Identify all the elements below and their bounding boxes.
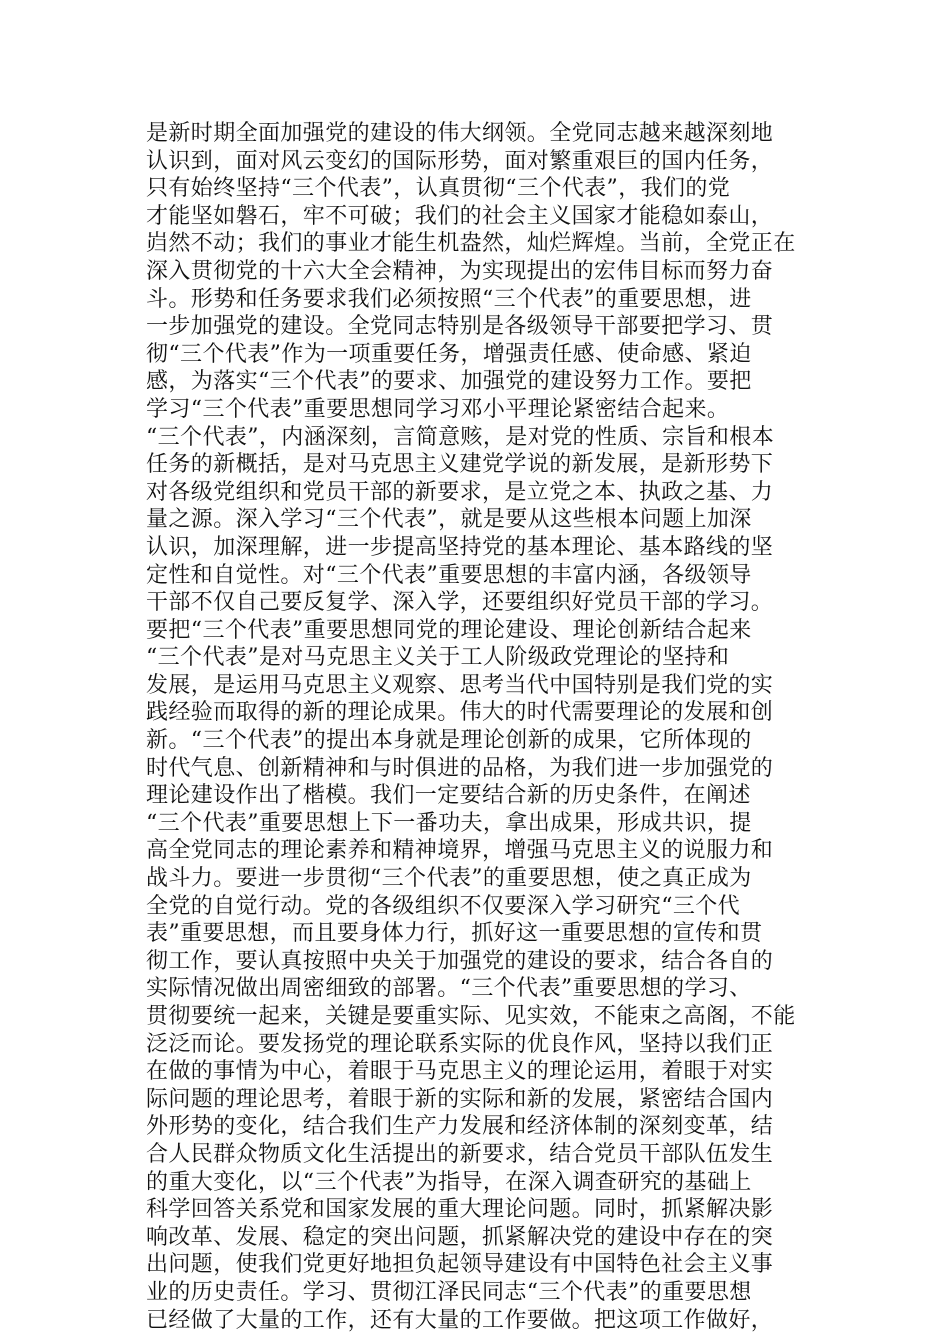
text-line: 外形势的变化，结合我们生产力发展和经济体制的深刻变革，结 — [146, 1114, 774, 1140]
text-line: 合人民群众物质文化生活提出的新要求，结合党员干部队伍发生 — [146, 1141, 774, 1167]
text-line: 认识到，面对风云变幻的国际形势，面对繁重艰巨的国内任务， — [146, 148, 774, 174]
text-line: 贯彻要统一起来，关键是要重实际、见实效，不能束之高阁，不能 — [146, 1004, 796, 1029]
text-line: “三个代表”，内涵深刻，言简意赅，是对党的性质、宗旨和根本 — [146, 424, 775, 450]
text-line: 量之源。深入学习“三个代表”，就是要从这些根本问题上加深 — [146, 507, 752, 533]
text-line: 只有始终坚持“三个代表”，认真贯彻“三个代表”，我们的党 — [146, 176, 731, 202]
text-line: 际问题的理论思考，着眼于新的实际和新的发展，紧密结合国内 — [146, 1086, 774, 1112]
text-line: 新。“三个代表”的提出本身就是理论创新的成果，它所体现的 — [146, 728, 752, 754]
text-line: 岿然不动；我们的事业才能生机盎然，灿烂辉煌。当前，全党正在 — [146, 231, 796, 257]
text-line: 业的历史责任。学习、贯彻江泽民同志“三个代表”的重要思想 — [146, 1279, 752, 1305]
text-line: 彻“三个代表”作为一项重要任务，增强责任感、使命感、紧迫 — [146, 341, 752, 367]
text-line: 一步加强党的建设。全党同志特别是各级领导干部要把学习、贯 — [146, 314, 774, 340]
text-line: 学习“三个代表”重要思想同学习邓小平理论紧密结合起来。 — [146, 396, 730, 422]
text-line: 感，为落实“三个代表”的要求、加强党的建设努力工作。要把 — [146, 369, 752, 395]
text-line: 全党的自觉行动。党的各级组织不仅要深入学习研究“三个代 — [146, 893, 741, 919]
text-line: 定性和自觉性。对“三个代表”重要思想的丰富内涵，各级领导 — [146, 562, 752, 588]
text-line: 是新时期全面加强党的建设的伟大纲领。全党同志越来越深刻地 — [146, 121, 774, 146]
text-line: 认识，加深理解，进一步提高坚持党的基本理论、基本路线的坚 — [146, 534, 774, 560]
body-text — [146, 120, 816, 1334]
text-line: 才能坚如磐石，牢不可破；我们的社会主义国家才能稳如泰山， — [146, 203, 774, 229]
text-line: “三个代表”是对马克思主义关于工人阶级政党理论的坚持和 — [146, 645, 730, 671]
text-line: 彻工作，要认真按照中央关于加强党的建设的要求，结合各自的 — [146, 948, 774, 974]
text-line: 践经验而取得的新的理论成果。伟大的时代需要理论的发展和创 — [146, 700, 774, 726]
text-line: 发展，是运用马克思主义观察、思考当代中国特别是我们党的实 — [146, 672, 774, 698]
text-line: 干部不仅自己要反复学、深入学，还要组织好党员干部的学习。 — [146, 590, 774, 616]
text-line: 战斗力。要进一步贯彻“三个代表”的重要思想，使之真正成为 — [146, 866, 752, 892]
text-line: 表”重要思想，而且要身体力行，抓好这一重要思想的宣传和贯 — [146, 921, 763, 947]
text-line: 在做的事情为中心，着眼于马克思主义的理论运用，着眼于对实 — [146, 1059, 774, 1085]
text-line: 泛泛而论。要发扬党的理论联系实际的优良作风，坚持以我们正 — [146, 1031, 774, 1057]
text-line: 出问题，使我们党更好地担负起领导建设有中国特色社会主义事 — [146, 1252, 774, 1278]
text-line: “三个代表”重要思想上下一番功夫，拿出成果，形成共识，提 — [146, 810, 752, 836]
text-line: 任务的新概括，是对马克思主义建党学说的新发展，是新形势下 — [146, 452, 774, 478]
text-line: 时代气息、创新精神和与时俱进的品格，为我们进一步加强党的 — [146, 755, 774, 781]
text-line: 实际情况做出周密细致的部署。“三个代表”重要思想的学习、 — [146, 976, 752, 1002]
text-line: 已经做了大量的工作，还有大量的工作要做。把这项工作做好， — [146, 1307, 774, 1333]
text-line: 要把“三个代表”重要思想同党的理论建设、理论创新结合起来 — [146, 617, 752, 643]
text-line: 的重大变化，以“三个代表”为指导，在深入调查研究的基础上 — [146, 1169, 752, 1195]
text-line: 高全党同志的理论素养和精神境界，增强马克思主义的说服力和 — [146, 838, 774, 864]
text-line: 科学回答关系党和国家发展的重大理论问题。同时，抓紧解决影 — [146, 1197, 774, 1223]
text-line: 理论建设作出了楷模。我们一定要结合新的历史条件，在阐述 — [146, 783, 751, 809]
text-line: 深入贯彻党的十六大全会精神，为实现提出的宏伟目标而努力奋 — [146, 258, 774, 284]
text-line: 对各级党组织和党员干部的新要求，是立党之本、执政之基、力 — [146, 479, 774, 505]
text-line: 斗。形势和任务要求我们必须按照“三个代表”的重要思想，进 — [146, 286, 752, 312]
text-line: 响改革、发展、稳定的突出问题，抓紧解决党的建设中存在的突 — [146, 1224, 774, 1250]
